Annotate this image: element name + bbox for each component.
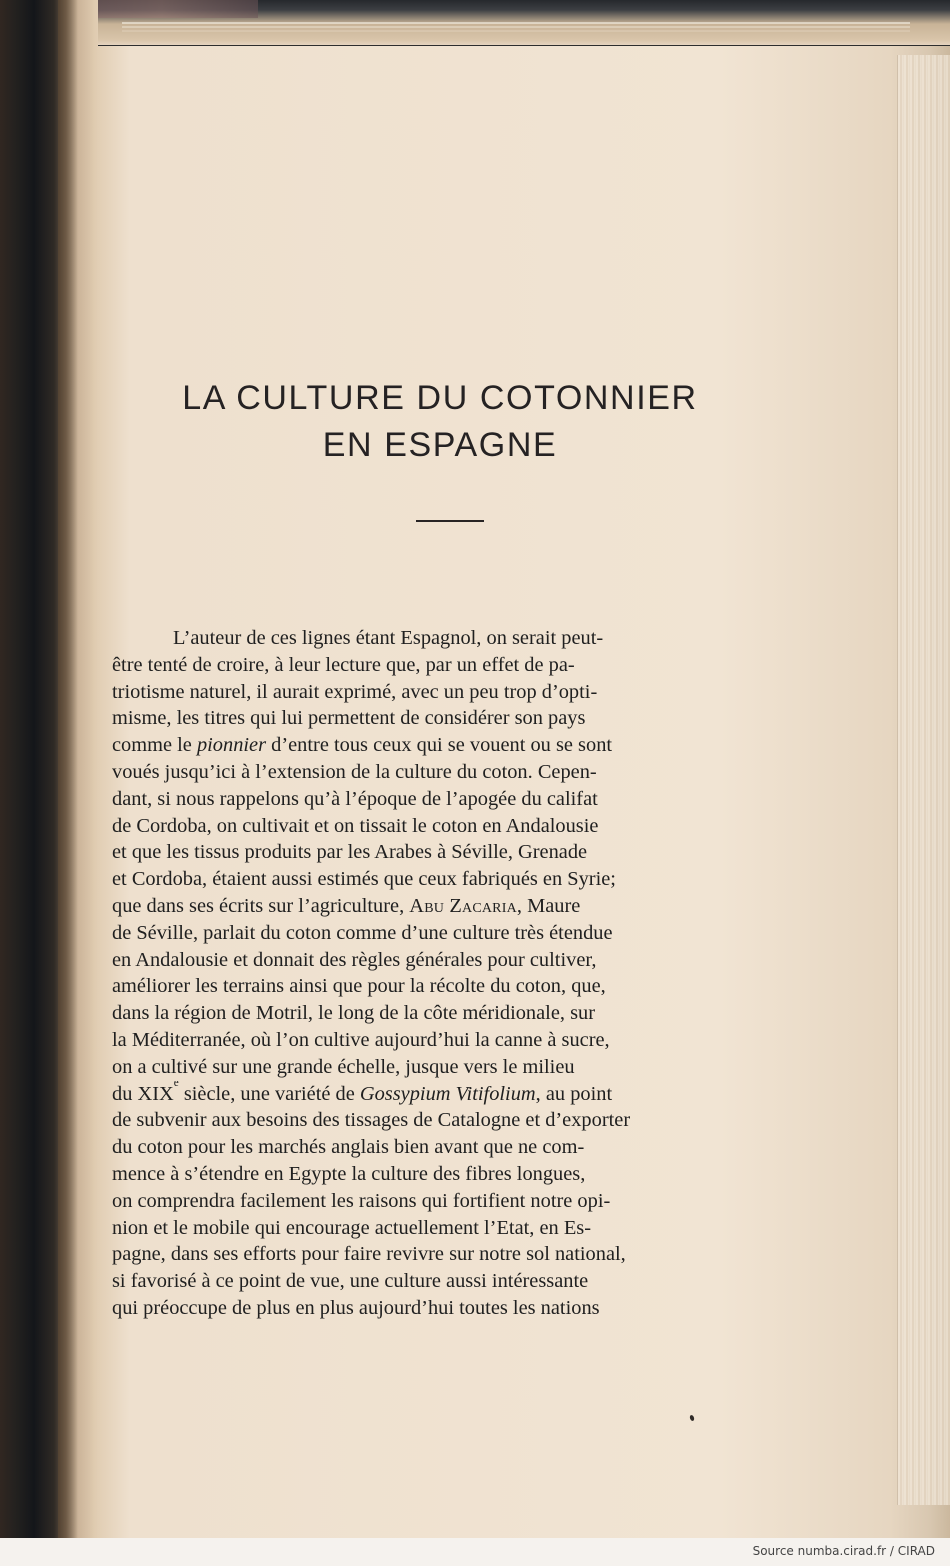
paragraph-line: L’auteur de ces lignes étant Espagnol, on serait peut- [173,627,604,649]
paragraph-line: en Andalousie et donnait des règles générales pour cultiver, [112,948,597,971]
paragraph-line: si favorisé à ce point de vue, une culture aussi intéressante [112,1270,589,1293]
paragraph-line: voués jusqu’ici à l’extension de la culture du coton. Cepen- [112,760,597,783]
article-title [160,375,720,469]
paragraph-line: dans la région de Motril, le long de la côte méridionale, sur [112,1002,596,1025]
paragraph-line: du coton pour les marchés anglais bien avant que ne com- [112,1136,585,1159]
paragraph-line: la Méditerranée, où l’on cultive aujourd’hui la canne à sucre, [112,1028,610,1051]
paragraph-line: nion et le mobile qui encourage actuellement l’Etat, en Es- [112,1216,592,1239]
paragraph-line: qui préoccupe de plus en plus aujourd’hui toutes les nations [112,1296,600,1319]
paragraph-line: pagne, dans ses efforts pour faire revivre sur notre sol national, [112,1243,626,1266]
paragraph-line: et que les tissus produits par les Arabes à Séville, Grenade [112,841,588,864]
source-credit: Source numba.cirad.fr / CIRAD [752,1544,935,1558]
paragraph-line: être tenté de croire, à leur lecture que, par un effet de pa- [112,653,575,676]
paragraph-line: on a cultivé sur une grande échelle, jusque vers le milieu [112,1055,575,1078]
book-gutter [58,0,98,1538]
paragraph-line: améliorer les terrains ainsi que pour la récolte du coton, que, [112,975,606,998]
paragraph-line: misme, les titres qui lui permettent de considérer son pays [112,707,586,730]
paragraph-line: de Séville, parlait du coton comme d’une culture très étendue [112,921,613,944]
article-title-line-2: EN ESPAGNE [322,426,558,464]
paragraph-line: de Cordoba, on cultivait et on tissait le coton en Andalousie [112,814,599,837]
page-mark-dot [689,1414,695,1421]
title-separator-rule [416,520,484,522]
paragraph-line-with-gossypium: du XIXe siècle, une variété de Gossypium Vitifolium, au point [112,1080,613,1105]
paragraph-line-with-pionnier: comme le pionnier d’entre tous ceux qui se vouent ou se sont [112,734,613,757]
paragraph-line: mence à s’étendre en Egypte la culture des fibres longues, [112,1162,586,1185]
page-stack-edge [897,55,950,1505]
article-title-line-1: LA CULTURE DU COTONNIER [182,379,698,417]
paragraph-line-with-abu-zacaria: que dans ses écrits sur l’agriculture, Abu Zacaria, Maure [112,894,581,917]
book-page-edge [98,0,950,46]
paragraph-line: de subvenir aux besoins des tissages de Catalogne et d’exporter [112,1109,631,1132]
paragraph-line: dant, si nous rappelons qu’à l’époque de l’apogée du califat [112,787,598,810]
article-paragraph [112,625,724,1322]
paragraph-line: et Cordoba, étaient aussi estimés que ceux fabriqués en Syrie; [112,868,616,891]
paragraph-line: on comprendra facilement les raisons qui fortifient notre opi- [112,1189,611,1212]
paragraph-line: triotisme naturel, il aurait exprimé, avec un peu trop d’opti- [112,680,598,703]
